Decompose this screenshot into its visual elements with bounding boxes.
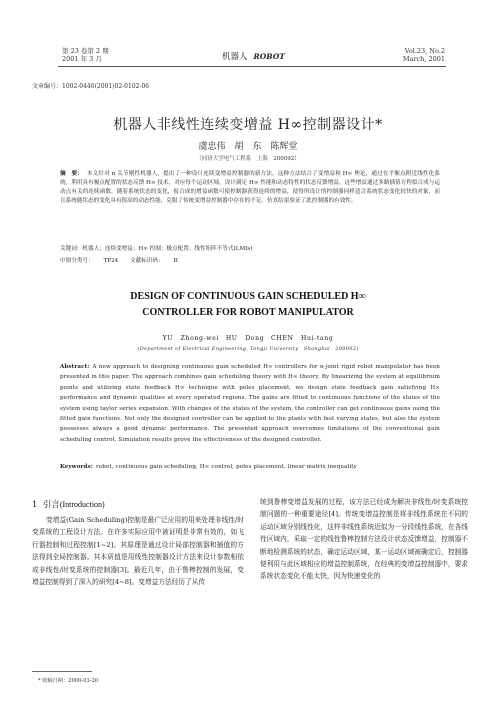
section-number: 1 bbox=[32, 500, 38, 510]
affiliation-en: (Department of Electrical Engineering, Tongji University Shanghai 200092) bbox=[137, 346, 359, 352]
clc-label: 中图分类号： bbox=[60, 258, 94, 264]
clc-value: TP24 bbox=[103, 258, 119, 264]
keywords-cn-label: 关键词： bbox=[60, 246, 83, 252]
abstract-cn-label: 摘 要： bbox=[60, 171, 83, 177]
section-heading-introduction bbox=[32, 498, 105, 510]
section-title-en: (Introduction) bbox=[59, 500, 105, 509]
footnote-received-date: * 收稿日期：2000-03-20 bbox=[38, 678, 99, 684]
authors-cn: 虞忠伟 胡 东 陈辉堂 bbox=[198, 142, 298, 152]
paper-title-en bbox=[0, 289, 496, 321]
journal-name bbox=[222, 50, 285, 62]
journal-volume: 第 23 卷第 2 期 bbox=[62, 47, 109, 55]
keywords-cn-text: 机器人；连续变增益；H∞ 控制；极点配置；线性矩阵不等式(LMIs) bbox=[82, 246, 253, 252]
journal-issue bbox=[62, 47, 109, 63]
journal-issue-en bbox=[372, 47, 445, 63]
journal-date-en: March, 2001 bbox=[402, 55, 445, 63]
journal-date: 2001 年 3 月 bbox=[62, 55, 102, 63]
paper-title-en-line2: CONTROLLER FOR ROBOT MANIPULATOR bbox=[142, 307, 354, 318]
body-column-left: 变增益(Gain Scheduling)控制是最广泛应用的用来处理非线性/时变系统的工程设计方法。在许多实际应用中被证明是非常有效的，如飞行器控制和过程控制[1~2]。其原理是通过设计局部控制器和插值的方法得到全局控制器。其本质值是用线性控制器设计方法来设计参数相依或非线性/时变系统的控制器[3]。最近几年，由于鲁棒控制的发展，变增益控制得到了深入的研究[4~8]。变增益方法经历了从传 bbox=[32, 516, 244, 587]
header-divider bbox=[58, 66, 446, 67]
abstract-cn-text: 本文针对 n 关节刚性机器人，提出了一种设计连续变增益控制器的新方法。这种方法结合了变增益和 H∞ 理论，通过在平衡点附近线性化系统，利用具有极点配置的状态反馈 H∞ 技术，对应每个运动区域，设计满足 H∞ 性能和动态特性的状态反馈增益，这些增益通过多路插值方程拟合成与运动点有关的连续函数。随着系统状态的变化，报合成的增益函数可使控制器获得连续的增益，使得所设计的控制器同样适合系统状态变化较快的对象，而且系统随状态的变化具有很高的动态性能，克服了传统变增益控制器中存在的不足。仿真结果验证了此控制器的有效性。 bbox=[60, 171, 440, 205]
abstract-en-label: Abstract: bbox=[60, 364, 90, 370]
doc-code-value: B bbox=[173, 258, 178, 264]
journal-name-cn: 机器人 bbox=[222, 52, 248, 62]
authors-en: YU Zhong-wei HU Dong CHEN Hui-tang bbox=[162, 335, 334, 342]
keywords-en-text: robot, continuous gain scheduling, H∞ control, poles placement, linear matrix inequality bbox=[95, 464, 357, 470]
abstract-cn bbox=[60, 170, 440, 206]
journal-volume-en: Vol.23, No.2 bbox=[404, 47, 445, 55]
doc-code-label: 文献标识码： bbox=[129, 258, 164, 264]
footnote-divider bbox=[32, 671, 92, 672]
affiliation-cn: （同济大学电气工程系 上海 200092） bbox=[196, 156, 300, 162]
article-id: 文章编号：1002-0446(2001)02-0102-06 bbox=[32, 83, 150, 90]
paper-title-cn: 机器人非线性连续变增益 H∞控制器设计* bbox=[113, 117, 383, 133]
abstract-en-text: A new approach to designing continuous gain scheduled H∞ controllers for n-joint rigid robot manipulator has been presented in this paper. The approach combines gain scheduling theory with H∞ theory. By linearizing the system at equilibrium points and utilizing state feedback H∞ technique with poles placement, we design state feedback gain satisfying H∞ performance and dynamic qualities at every operated regions. The gains are fitted to continuous functions of the states of the system using taylor series expansion. With changes of the states of the system, the controller can get continuous gains using the fitted gain functions. Not only the designed controller can be applied to the plants with fast varying states, but also the system possesses always a good dynamic performance. The presented approach overcomes limitations of the conventional gain scheduling control. Simulation results prove the effectiveness of the designed controller. bbox=[60, 364, 440, 443]
journal-name-en: ROBOT bbox=[253, 52, 285, 61]
body-column-right: 统到鲁棒变增益发展的过程，该方法已经成为解决非线性/时变系统控制问题的一种重要途径[4]。传统变增益控制是将非线性系统在不同的运动区域分别线性化，这样非线性系统近似为一分段线性系统，在各线性区域内，采取一定的线性鲁棒控制方法设计状态反馈增益，控制器不断地检测系统的状态，确定运动区域，某一运动区域被确定后，控制器便利用与此区域相应的增益控制系统，在经典的变增益控制器中，要求系统状态变化不能太快，因为快速变化的 bbox=[260, 498, 468, 581]
section-title-cn: 引言 bbox=[42, 500, 60, 510]
paper-title-en-line1: DESIGN OF CONTINUOUS GAIN SCHEDULED H∞ bbox=[130, 291, 366, 302]
keywords-en-label: Keywords: bbox=[60, 464, 93, 470]
keywords-cn bbox=[60, 244, 252, 252]
classification-cn bbox=[60, 256, 188, 264]
abstract-en bbox=[60, 362, 440, 445]
keywords-en bbox=[60, 464, 357, 470]
